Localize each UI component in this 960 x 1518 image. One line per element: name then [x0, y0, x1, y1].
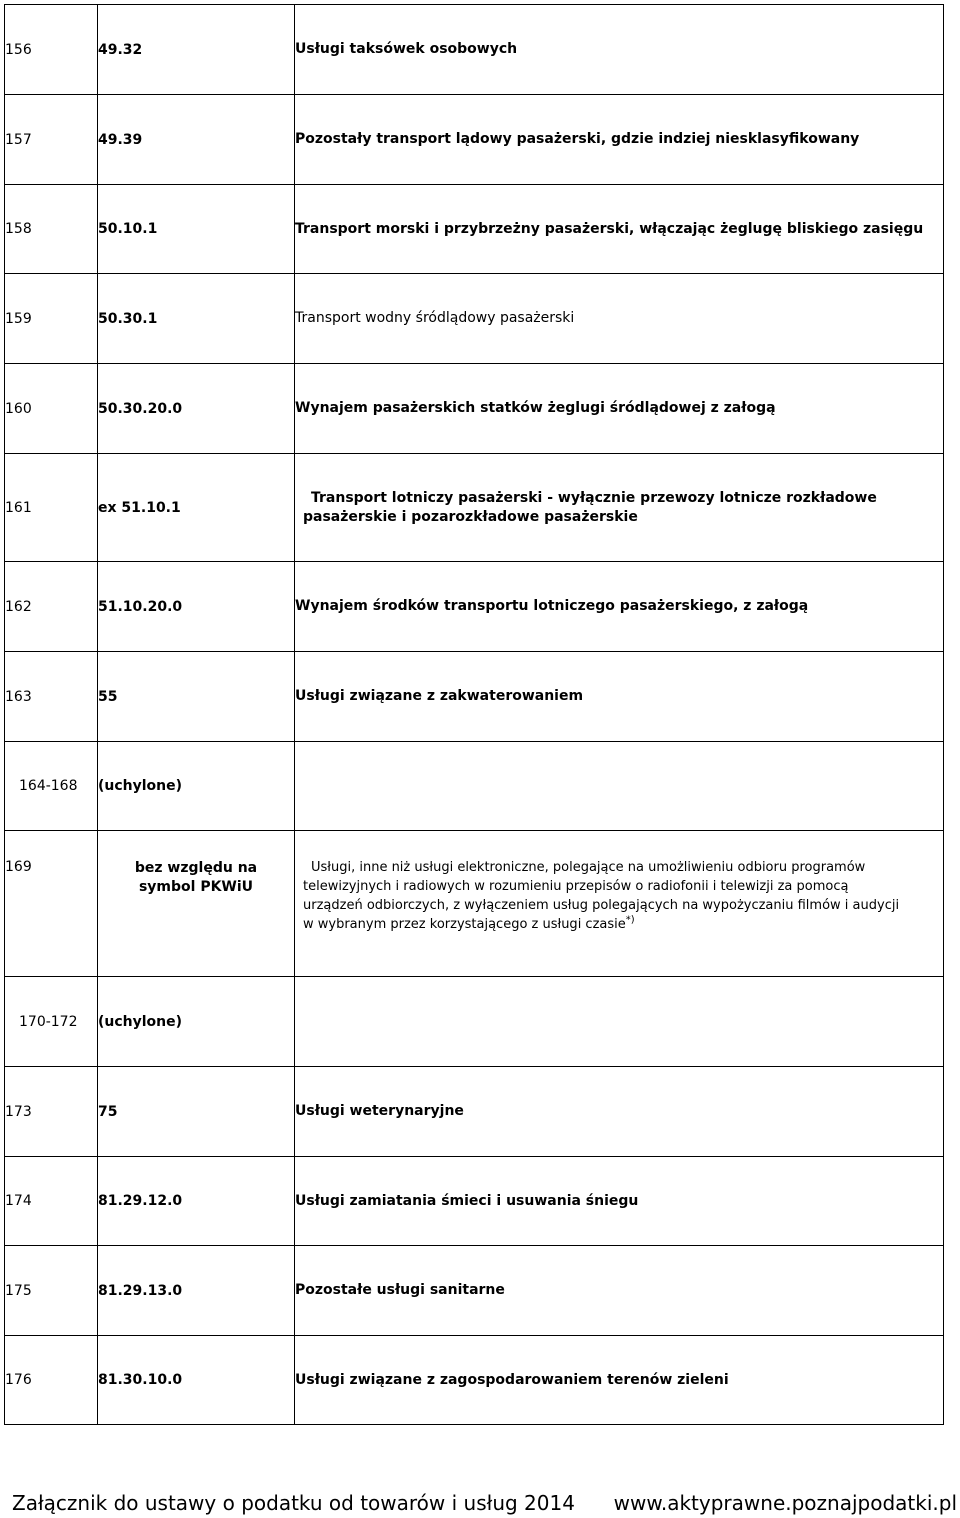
pkwiu-symbol: 81.29.13.0: [98, 1246, 295, 1336]
table-row: [5, 742, 944, 831]
service-name: [295, 454, 944, 562]
service-name: [295, 742, 944, 831]
table-row: [5, 1067, 944, 1157]
service-name-line: [303, 915, 943, 934]
row-number: 174: [5, 1157, 98, 1246]
row-number: 163: [5, 652, 98, 742]
service-name: Usługi zamiatania śmieci i usuwania śniegu: [295, 1157, 944, 1246]
row-number: 160: [5, 364, 98, 454]
table-row: [5, 274, 944, 364]
table-row: [5, 95, 944, 185]
row-number: 170-172: [5, 977, 98, 1067]
service-name-line: urządzeń odbiorczych, z wyłączeniem usług polegających na wypożyczaniu filmów i audycji: [303, 898, 900, 913]
service-name-text: w wybranym przez korzystającego z usługi czasie: [303, 917, 626, 932]
table-row: [5, 977, 944, 1067]
service-name: Pozostały transport lądowy pasażerski, gdzie indziej niesklasyfikowany: [295, 95, 944, 185]
service-name: Pozostałe usługi sanitarne: [295, 1246, 944, 1336]
table-row: [5, 1157, 944, 1246]
service-name: [295, 831, 944, 977]
service-name: Wynajem pasażerskich statków żeglugi śródlądowej z załogą: [295, 364, 944, 454]
row-number: 173: [5, 1067, 98, 1157]
table-row: [5, 562, 944, 652]
service-name: Usługi weterynaryjne: [295, 1067, 944, 1157]
table-row: [5, 454, 944, 562]
pkwiu-symbol: (uchylone): [98, 977, 295, 1067]
pkwiu-symbol: ex 51.10.1: [98, 454, 295, 562]
pkwiu-symbol-line: bez względu na: [134, 860, 258, 876]
table-row: [5, 5, 944, 95]
row-number: 159: [5, 274, 98, 364]
table-row: [5, 831, 944, 977]
table-row: [5, 652, 944, 742]
row-number: 169: [5, 831, 98, 977]
vat-rate-table: [4, 4, 944, 1425]
service-name-line: Usługi, inne niż usługi elektroniczne, polegające na umożliwieniu odbioru programów: [311, 860, 866, 875]
pkwiu-symbol: 50.30.20.0: [98, 364, 295, 454]
service-name: Wynajem środków transportu lotniczego pasażerskiego, z załogą: [295, 562, 944, 652]
row-number: 158: [5, 185, 98, 274]
pkwiu-symbol: 55: [98, 652, 295, 742]
document-footer-title: Załącznik do ustawy o podatku od towarów i usług 2014: [12, 1491, 575, 1515]
pkwiu-symbol: 49.39: [98, 95, 295, 185]
footnote-mark: *): [625, 914, 635, 926]
table-row: [5, 1246, 944, 1336]
table-row: [5, 185, 944, 274]
pkwiu-symbol-line: symbol PKWiU: [138, 879, 254, 895]
pkwiu-symbol: 81.29.12.0: [98, 1157, 295, 1246]
pkwiu-symbol: 50.10.1: [98, 185, 295, 274]
service-name-line: telewizyjnych i radiowych w rozumieniu przepisów o radiofonii i telewizji za pomocą: [303, 879, 849, 894]
service-name: Usługi taksówek osobowych: [295, 5, 944, 95]
pkwiu-symbol: 49.32: [98, 5, 295, 95]
row-number: 161: [5, 454, 98, 562]
table-row: [5, 1336, 944, 1425]
row-number: 156: [5, 5, 98, 95]
pkwiu-symbol: 50.30.1: [98, 274, 295, 364]
service-name-line: Transport lotniczy pasażerski - wyłącznie przewozy lotnicze rozkładowe: [311, 489, 877, 506]
row-number: 164-168: [5, 742, 98, 831]
service-name: Transport wodny śródlądowy pasażerski: [295, 274, 944, 364]
row-number: 175: [5, 1246, 98, 1336]
service-name: Transport morski i przybrzeżny pasażerski, włączając żeglugę bliskiego zasięgu: [295, 185, 944, 274]
service-name: Usługi związane z zakwaterowaniem: [295, 652, 944, 742]
pkwiu-symbol: 81.30.10.0: [98, 1336, 295, 1425]
pkwiu-symbol: (uchylone): [98, 742, 295, 831]
row-number: 176: [5, 1336, 98, 1425]
footer-website: www.aktyprawne.poznajpodatki.pl: [613, 1491, 957, 1515]
service-name: [295, 977, 944, 1067]
service-name-line: pasażerskie i pozarozkładowe pasażerskie: [303, 508, 638, 525]
pkwiu-symbol: 51.10.20.0: [98, 562, 295, 652]
pkwiu-symbol: [98, 831, 295, 977]
pkwiu-symbol: 75: [98, 1067, 295, 1157]
service-name: Usługi związane z zagospodarowaniem terenów zieleni: [295, 1336, 944, 1425]
row-number: 157: [5, 95, 98, 185]
table-row: [5, 364, 944, 454]
row-number: 162: [5, 562, 98, 652]
